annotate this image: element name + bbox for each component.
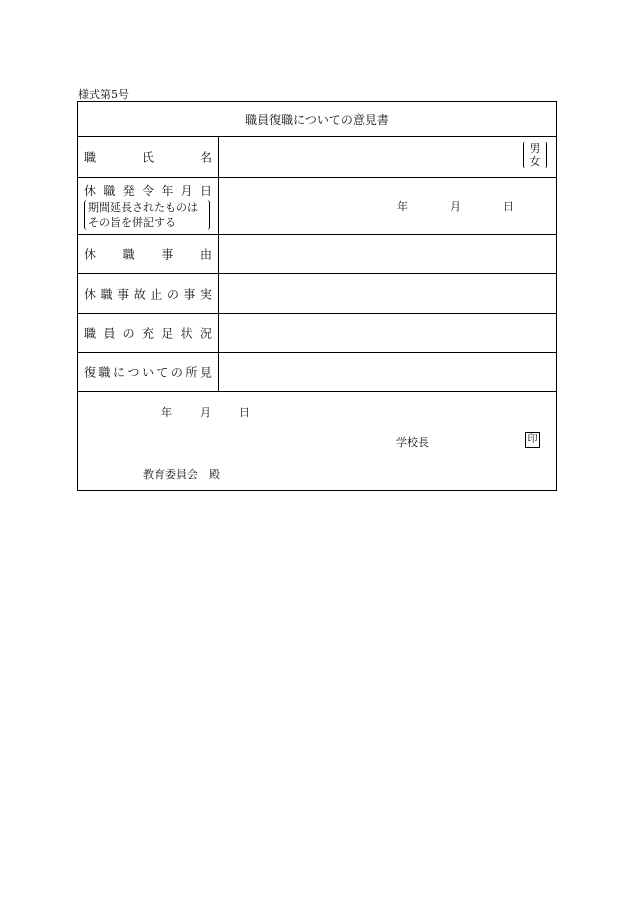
label-char: 員 [103,326,116,341]
row-cessation [78,274,556,314]
name-field[interactable] [219,137,556,177]
label-char: 止 [150,287,163,301]
gender-male: 男 [529,142,541,155]
label-char: 休 [84,184,97,198]
label-char: 名 [199,150,212,165]
form-number: 様式第5号 [78,88,129,101]
label-char: 由 [199,247,212,262]
label-char: 充 [141,326,154,341]
label-char: 事 [183,287,196,301]
label-char: 休 [84,287,97,301]
staffing-field[interactable] [219,314,556,352]
label-char: 職 [103,184,116,198]
label-char: 氏 [141,150,154,165]
label-staffing [84,325,212,342]
label-cell-leave-reason [78,235,219,273]
row-name [78,137,556,178]
extension-note [84,200,210,230]
year-label: 年 [161,406,172,419]
day-label: 日 [239,406,250,419]
label-char: 休 [84,247,97,262]
seal-icon: 印 [525,432,540,448]
month-label: 月 [200,406,211,419]
leave-date [355,198,514,214]
label-char: 事 [117,287,130,301]
label-char: の [170,365,183,380]
label-cessation [84,285,212,302]
opinion-form [77,101,557,491]
label-char: 月 [180,184,193,198]
principal-label: 学校長 [396,436,429,449]
label-char: て [156,365,169,380]
label-leave-reason [84,246,212,263]
label-char: に [112,365,125,380]
leave-reason-field[interactable] [219,235,556,273]
label-char: 職 [98,365,111,380]
form-footer [78,392,556,490]
label-char: 年 [161,184,174,198]
gender-box[interactable] [523,142,547,168]
year-label: 年 [397,200,408,213]
label-char: の [122,326,135,341]
note-line: その旨を併記する [88,216,176,229]
leave-date-field[interactable] [219,178,556,234]
opinion-field[interactable] [219,353,556,391]
addressee: 教育委員会 殿 [143,468,220,481]
label-char: 職 [84,150,97,165]
label-char: 実 [199,287,212,301]
note-line: 期間延長されたものは [88,201,198,214]
cessation-field[interactable] [219,274,556,313]
label-opinion [84,364,212,381]
form-title: 職員復職についての意見書 [78,102,556,137]
label-cell-name [78,137,219,177]
row-leave-reason [78,235,556,274]
day-label: 日 [503,200,514,213]
label-char: い [141,365,154,380]
label-char: 状 [180,326,193,341]
row-leave-date [78,178,556,235]
label-char: 故 [133,287,146,301]
label-name [84,149,212,166]
gender-female: 女 [529,155,541,168]
label-char: 日 [199,184,212,198]
label-char: 復 [84,365,97,380]
label-leave-date [84,182,214,230]
label-char: 所 [185,365,198,380]
label-char: の [166,287,179,301]
row-staffing [78,314,556,353]
label-cell-opinion [78,353,219,391]
label-char: 況 [199,326,212,341]
submission-date[interactable] [133,404,250,420]
label-char: 発 [122,184,135,198]
label-cell-leave-date [78,178,219,234]
label-char: 足 [161,326,174,341]
label-cell-cessation [78,274,219,313]
row-opinion [78,353,556,392]
label-char: 令 [141,184,154,198]
label-char: 見 [199,365,212,380]
month-label: 月 [450,200,461,213]
label-char: つ [127,365,140,380]
label-char: 職 [100,287,113,301]
label-char: 職 [84,326,97,341]
label-cell-staffing [78,314,219,352]
label-char: 事 [161,247,174,262]
label-char: 職 [122,247,135,262]
